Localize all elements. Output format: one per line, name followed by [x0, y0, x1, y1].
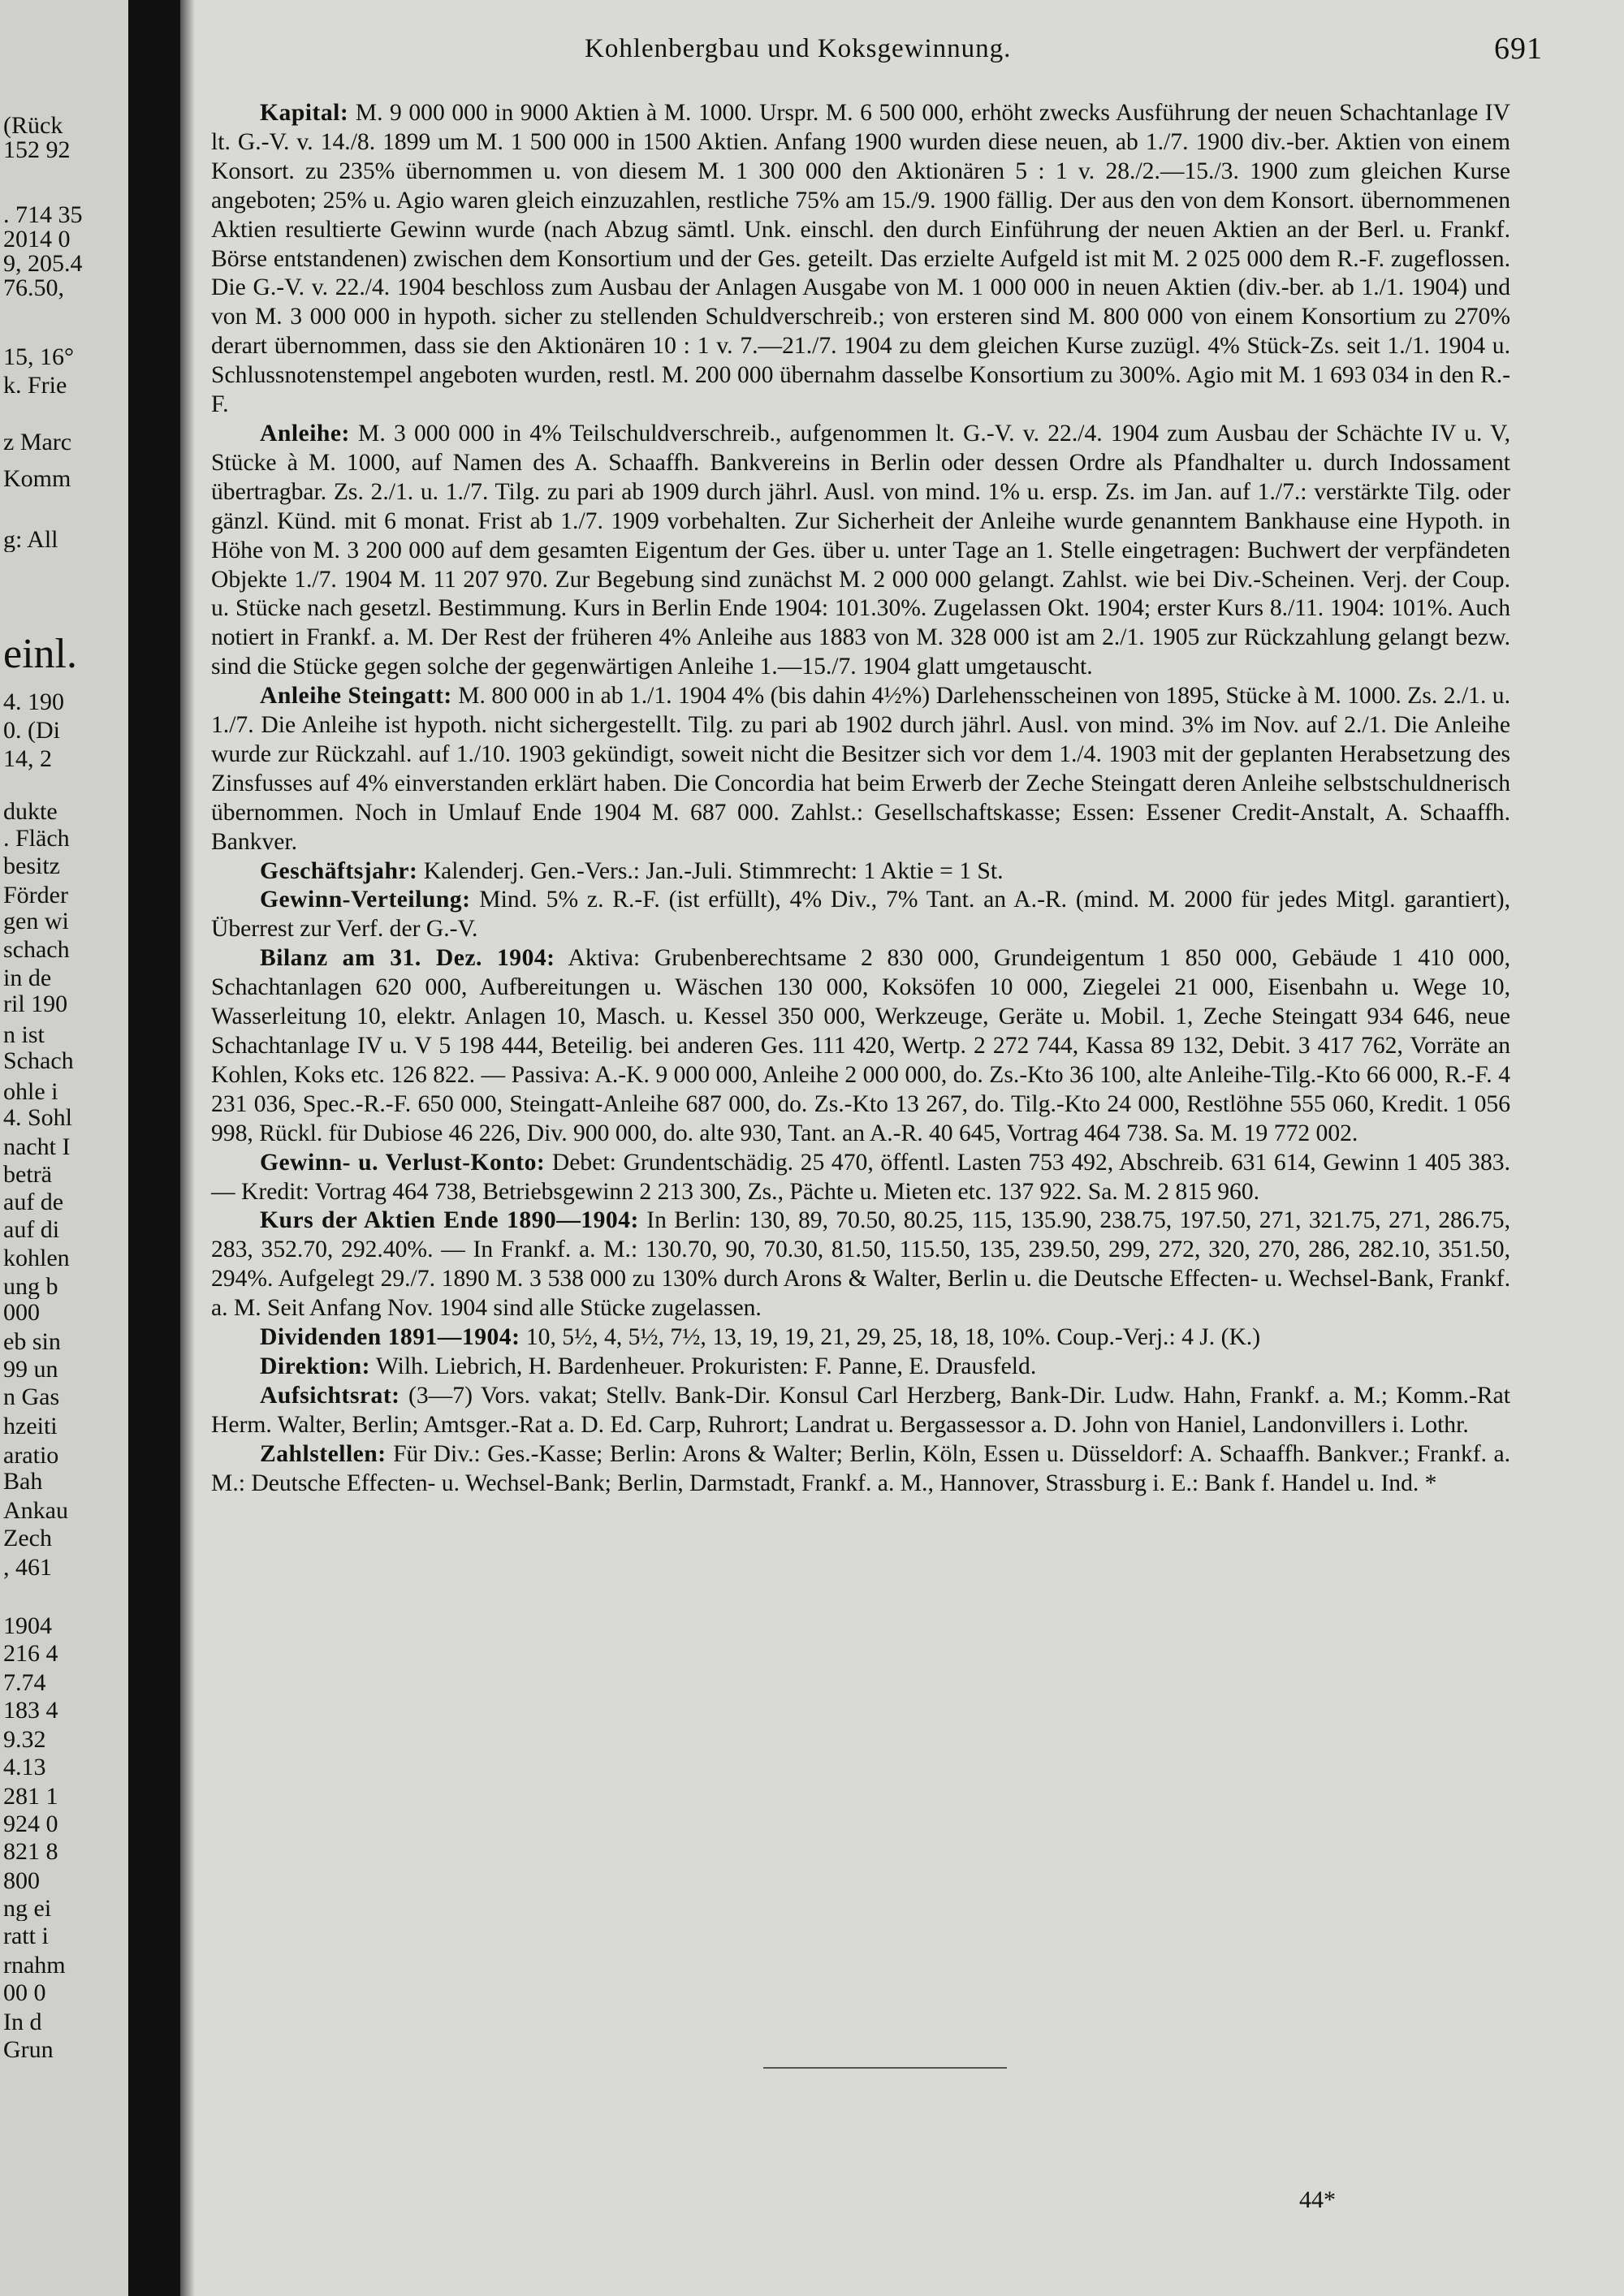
left-page-fragment: g: All [3, 528, 58, 552]
section-direktion [211, 1353, 1510, 1382]
left-page-fragment: auf de [3, 1190, 64, 1215]
left-page-fragment: ohle i [3, 1080, 58, 1104]
section-gewinn-verteilung [211, 886, 1510, 944]
left-page-fragment: Bah [3, 1470, 43, 1494]
section-lead: Kapital: [260, 100, 349, 126]
adjacent-page-fragment [0, 0, 128, 2296]
section-lead: Kurs der Aktien Ende 1890—1904: [260, 1207, 639, 1234]
section-text: M. 3 000 000 in 4% Teilschuldverschreib., aufgenommen lt. G.-V. v. 22./4. 1904 zum Ausbau der Schächte IV u. V, Stücke à M. 1000, auf Namen des A. Schaaffh. Bankvereins in Berlin oder dessen Ordre als Pfandhalter u. durch Indossament übertragbar. Zs. 2./1. u. 1./7. Tilg. zu pari ab 1909 durch jährl. Ausl. von mind. 1% u. ersp. Zs. im Jan. auf 1./7.: verstärkte Tilg. oder gänzl. Künd. mit 6 monat. Frist ab 1./7. 1909 vorbehalten. Zur Sicherheit der Anleihe wurde genanntem Bankhause eine Hypoth. in Höhe von M. 3 200 000 auf dem gesamten Eigentum der Ges. über u. unter Tage an 1. Stelle eingetragen: Buchwert der verpfändeten Objekte 1./7. 1904 M. 11 207 970. Zur Begebung sind zunächst M. 2 000 000 gelangt. Zahlst. wie bei Div.-Scheinen. Verj. der Coup. u. Stücke nach gesetzl. Bestimmung. Kurs in Berlin Ende 1904: 101.30%. Zugelassen Okt. 1904; erster Kurs 8./11. 1904: 101%. Auch notiert in Frankf. a. M. Der Rest der früheren 4% Anleihe aus 1883 von M. 328 000 ist am 2./1. 1905 zur Rückzahlung gelangt bezw. sind die Stücke gegen solche der gegenwärtigen Anleihe 1.—15./7. 1904 glatt umgetauscht. [211, 420, 1510, 680]
document-page [211, 24, 1543, 2290]
section-text: M. 9 000 000 in 9000 Aktien à M. 1000. Urspr. M. 6 500 000, erhöht zwecks Ausführung der neuen Schachtanlage IV lt. G.-V. v. 14./8. 1899 um M. 1 500 000 in 1500 Aktien. Anfang 1900 wurden diese neuen, ab 1./7. 1900 div.-ber. Aktien von einem Konsort. zu 235% übernommen u. von diesem M. 1 300 000 den Aktionären 5 : 1 v. 28./2.—15./3. 1900 zum gleichen Kurse angeboten; 25% u. Agio waren gleich einzuzahlen, restliche 75% am 15./9. 1900 fällig. Der aus den von dem Konsort. übernommenen Aktien resultierte Gewinn wurde (nach Abzug sämtl. Unk. einschl. den durch Einführung der neuen Aktien an der Berl. u. Frankf. Börse entstandenen) zwischen dem Konsortium und der Ges. geteilt. Das erzielte Aufgeld ist mit M. 2 025 000 dem R.-F. zugeflossen. Die G.-V. v. 22./4. 1904 beschloss zum Ausbau der Anlagen Ausgabe von M. 1 000 000 in neuen Aktien (div.-ber. ab 1./1. 1904) und von M. 3 000 000 in hypoth. sicher zu stellenden Schuldverschreib.; von ersteren sind M. 800 000 von einem Konsortium zu 270% derart übernommen, dass sie den Aktionären 10 : 1 v. 7.—21./7. 1904 zu dem gleichen Kurse zuzügl. 4% Stück-Zs. seit 1./1. 1904 u. Schlussnotenstempel angeboten wurden, restl. M. 200 000 übernahm dasselbe Konsortium zu 300%. Agio mit M. 1 693 034 in den R.-F. [211, 100, 1510, 418]
section-text: Für Div.: Ges.-Kasse; Berlin: Arons & Walter; Berlin, Köln, Essen u. Düsseldorf: A. Schaaffh. Bankver.; Frankf. a. M.: Deutsche Effecten- u. Wechsel-Bank; Berlin, Darmstadt, Frankf. a. M., Hannover, Strassburg i. E.: Bank f. Handel u. Ind. * [211, 1440, 1510, 1496]
left-page-fragment: Ankau [3, 1499, 68, 1523]
left-page-fragment: 1904 [3, 1614, 52, 1638]
left-page-fragment: 4. Sohl [3, 1106, 73, 1130]
left-page-fragment: k. Frie [3, 373, 67, 398]
left-page-fragment: schach [3, 938, 70, 962]
section-gewinn-verlust [211, 1149, 1510, 1207]
section-zahlstellen [211, 1440, 1510, 1499]
section-text: In Berlin: 130, 89, 70.50, 80.25, 115, 135.90, 238.75, 197.50, 271, 321.75, 271, 286.75, 283, 352.70, 292.40%. — In Frankf. a. M.: 130.70, 90, 70.30, 81.50, 115.50, 135, 239.50, 299, 272, 320, 270, 286, 282.10, 351.50, 294%. Aufgelegt 29./7. 1890 M. 3 538 000 zu 130% durch Arons & Walter, Berlin u. die Deutsche Effecten- u. Wechsel-Bank, Frankf. a. M. Seit Anfang Nov. 1904 sind alle Stücke zugelassen. [211, 1207, 1510, 1322]
section-text: Debet: Grundentschädig. 25 470, öffentl. Lasten 753 492, Abschreib. 631 614, Gewinn 1 405 383. — Kredit: Vortrag 464 738, Betriebsgewinn 2 213 300, Zs., Pächte u. Mieten etc. 137 922. Sa. M. 2 815 960. [211, 1149, 1510, 1205]
signature-mark: 44* [1299, 2186, 1336, 2213]
left-page-fragment: Förder [3, 883, 68, 908]
left-page-fragment: 800 [3, 1869, 40, 1893]
section-text: 10, 5½, 4, 5½, 7½, 13, 19, 19, 21, 29, 25, 18, 18, 10%. Coup.-Verj.: 4 J. (K.) [520, 1324, 1261, 1351]
section-text: M. 800 000 in ab 1./1. 1904 4% (bis dahin 4½%) Darlehensscheinen von 1895, Stücke à M. 1000. Zs. 2./1. u. 1./7. Die Anleihe ist hypoth. nicht sichergestellt. Tilg. zu pari ab 1902 durch jährl. Ausl. von mind. 3% im Nov. auf 2./1. Die Anleihe wurde zur Rückzahl. auf 1./10. 1903 gekündigt, soweit nicht die Besitzer sich vor dem 1./4. 1903 mit der geplanten Herabsetzung des Zinsfusses auf 4% einverstanden erklärt haben. Die Concordia hat beim Erwerb der Zeche Steingatt deren Anleihe selbstschuldnerisch übernommen. Noch in Umlauf Ende 1904 M. 687 000. Zahlst.: Gesellschaftskasse; Essen: Essener Credit-Anstalt, A. Schaaffh. Bankver. [211, 683, 1510, 855]
section-dividenden [211, 1323, 1510, 1353]
left-page-fragment: auf di [3, 1218, 60, 1242]
left-page-fragment: 0. (Di [3, 719, 60, 743]
section-lead: Geschäftsjahr: [260, 857, 418, 884]
left-page-fragment: 4.13 [3, 1755, 46, 1780]
left-page-fragment: Grun [3, 2038, 54, 2062]
left-page-fragment: rnahm [3, 1953, 66, 1978]
section-kurs-aktien [211, 1206, 1510, 1323]
section-lead: Bilanz am 31. Dez. 1904: [260, 945, 555, 972]
left-page-fragment: ung b [3, 1275, 58, 1299]
left-page-fragment: eb sin [3, 1330, 61, 1354]
left-page-fragment: Zech [3, 1526, 52, 1551]
left-page-fragment: 15, 16° [3, 345, 74, 369]
left-page-fragment: beträ [3, 1163, 52, 1187]
section-anleihe [211, 420, 1510, 682]
left-page-fragment: 281 1 [3, 1785, 58, 1809]
book-gutter [128, 0, 180, 2296]
left-page-fragment: aratio [3, 1444, 59, 1468]
left-page-fragment: 99 un [3, 1357, 58, 1382]
left-page-fragment: 216 4 [3, 1642, 58, 1666]
body-text [211, 99, 1510, 1499]
section-lead: Zahlstellen: [260, 1440, 387, 1467]
left-page-fragment: (Rück [3, 114, 63, 138]
section-lead: Anleihe Steingatt: [260, 683, 452, 710]
page-number: 691 [1494, 32, 1543, 66]
section-lead: Direktion: [260, 1353, 370, 1379]
left-page-fragment: besitz [3, 854, 60, 878]
left-page-fragment: , 461 [3, 1556, 52, 1580]
left-page-fragment: einl. [3, 633, 77, 675]
section-anleihe-steingatt [211, 682, 1510, 857]
left-page-fragment: Komm [3, 467, 71, 491]
section-lead: Dividenden 1891—1904: [260, 1324, 520, 1351]
left-page-fragment: 924 0 [3, 1812, 58, 1836]
left-page-fragment: 00 0 [3, 1981, 46, 2005]
left-page-fragment: 9.32 [3, 1728, 46, 1752]
left-page-fragment: z Marc [3, 430, 72, 455]
left-page-fragment: n Gas [3, 1385, 60, 1409]
left-page-fragment: Schach [3, 1049, 74, 1073]
section-lead: Gewinn-Verteilung: [260, 887, 471, 913]
left-page-fragment: 14, 2 [3, 747, 52, 771]
left-page-fragment: 183 4 [3, 1698, 58, 1723]
section-lead: Anleihe: [260, 420, 350, 447]
section-lead: Gewinn- u. Verlust-Konto: [260, 1149, 546, 1176]
running-header [211, 24, 1543, 81]
section-geschaeftsjahr [211, 857, 1510, 887]
section-text: Aktiva: Grubenberechtsame 2 830 000, Grundeigentum 1 850 000, Gebäude 1 410 000, Schachtanlagen 620 000, Aufbereitungen u. Wäschen 130 000, Koksöfen 10 000, Ziegelei 21 000, Eisenbahn u. Wege 10, Wasserleitung 10, elektr. Anlagen 10, Masch. u. Kessel 350 000, Werkzeuge, Geräte u. Mobil. 1, Zeche Steingatt 934 646, neue Schachtanlage IV u. V 5 198 444, Beteilig. bei anderen Ges. 111 420, Wertp. 2 272 744, Kassa 89 132, Debit. 3 417 762, Vorräte an Kohlen, Koks etc. 126 822. — Passiva: A.-K. 9 000 000, Anleihe 2 000 000, do. Zs.-Kto 36 100, alte Anleihe-Tilg.-Kto 66 000, R.-F. 4 231 036, Spec.-R.-F. 650 000, Steingatt-Anleihe 687 000, do. Zs.-Kto 13 267, do. Tilg.-Kto 24 000, Restlöhne 555 060, Kredit. 1 056 998, Rückl. für Dubiose 46 226, Div. 900 000, do. alte 930, Tant. an A.-R. 40 645, Vortrag 464 738. Sa. M. 19 772 002. [211, 945, 1510, 1146]
left-page-fragment: n ist [3, 1023, 45, 1047]
footer-rule [763, 2067, 1007, 2069]
left-page-fragment: ratt i [3, 1924, 49, 1949]
section-text: (3—7) Vors. vakat; Stellv. Bank-Dir. Konsul Carl Herzberg, Bank-Dir. Ludw. Hahn, Frankf. a. M.; Komm.-Rat Herm. Walter, Berlin; Amtsger.-Rat a. D. Ed. Carp, Ruhrort; Landrat u. Bergassessor a. D. John von Haniel, Landonvillers i. Lothr. [211, 1382, 1510, 1438]
left-page-fragment: 000 [3, 1301, 40, 1325]
left-page-fragment: 9, 205.4 [3, 252, 83, 276]
left-page-fragment: 152 92 [3, 138, 71, 162]
left-page-fragment: . Fläch [3, 826, 70, 851]
left-page-fragment: kohlen [3, 1246, 70, 1271]
section-text: Kalenderj. Gen.-Vers.: Jan.-Juli. Stimmrecht: 1 Aktie = 1 St. [417, 857, 1004, 884]
section-text: Wilh. Liebrich, H. Bardenheuer. Prokuristen: F. Panne, E. Drausfeld. [369, 1353, 1037, 1379]
left-page-fragment: nacht I [3, 1135, 71, 1159]
gutter-shadow [180, 0, 195, 2296]
left-page-fragment: 4. 190 [3, 690, 64, 714]
left-page-fragment: ng ei [3, 1897, 52, 1921]
left-page-fragment: hzeiti [3, 1414, 58, 1439]
left-page-fragment: 7.74 [3, 1671, 46, 1695]
left-page-fragment: ril 190 [3, 992, 68, 1016]
left-page-fragment: 821 8 [3, 1840, 58, 1864]
left-page-fragment: dukte [3, 800, 58, 824]
section-aufsichtsrat [211, 1382, 1510, 1440]
left-page-fragment: In d [3, 2010, 42, 2035]
section-lead: Aufsichtsrat: [260, 1382, 400, 1409]
left-page-fragment: gen wi [3, 909, 69, 934]
left-page-fragment: 2014 0 [3, 227, 71, 252]
left-page-fragment: in de [3, 966, 52, 990]
header-title: Kohlenbergbau und Koksgewinnung. [585, 34, 1012, 63]
left-page-fragment: . 714 35 [3, 203, 83, 227]
section-text: Mind. 5% z. R.-F. (ist erfüllt), 4% Div., 7% Tant. an A.-R. (mind. M. 2000 für jedes Mitgl. garantiert), Überrest zur Verf. der G.-V. [211, 887, 1510, 943]
section-bilanz [211, 944, 1510, 1148]
left-page-fragment: 76.50, [3, 276, 64, 300]
section-kapital [211, 99, 1510, 420]
